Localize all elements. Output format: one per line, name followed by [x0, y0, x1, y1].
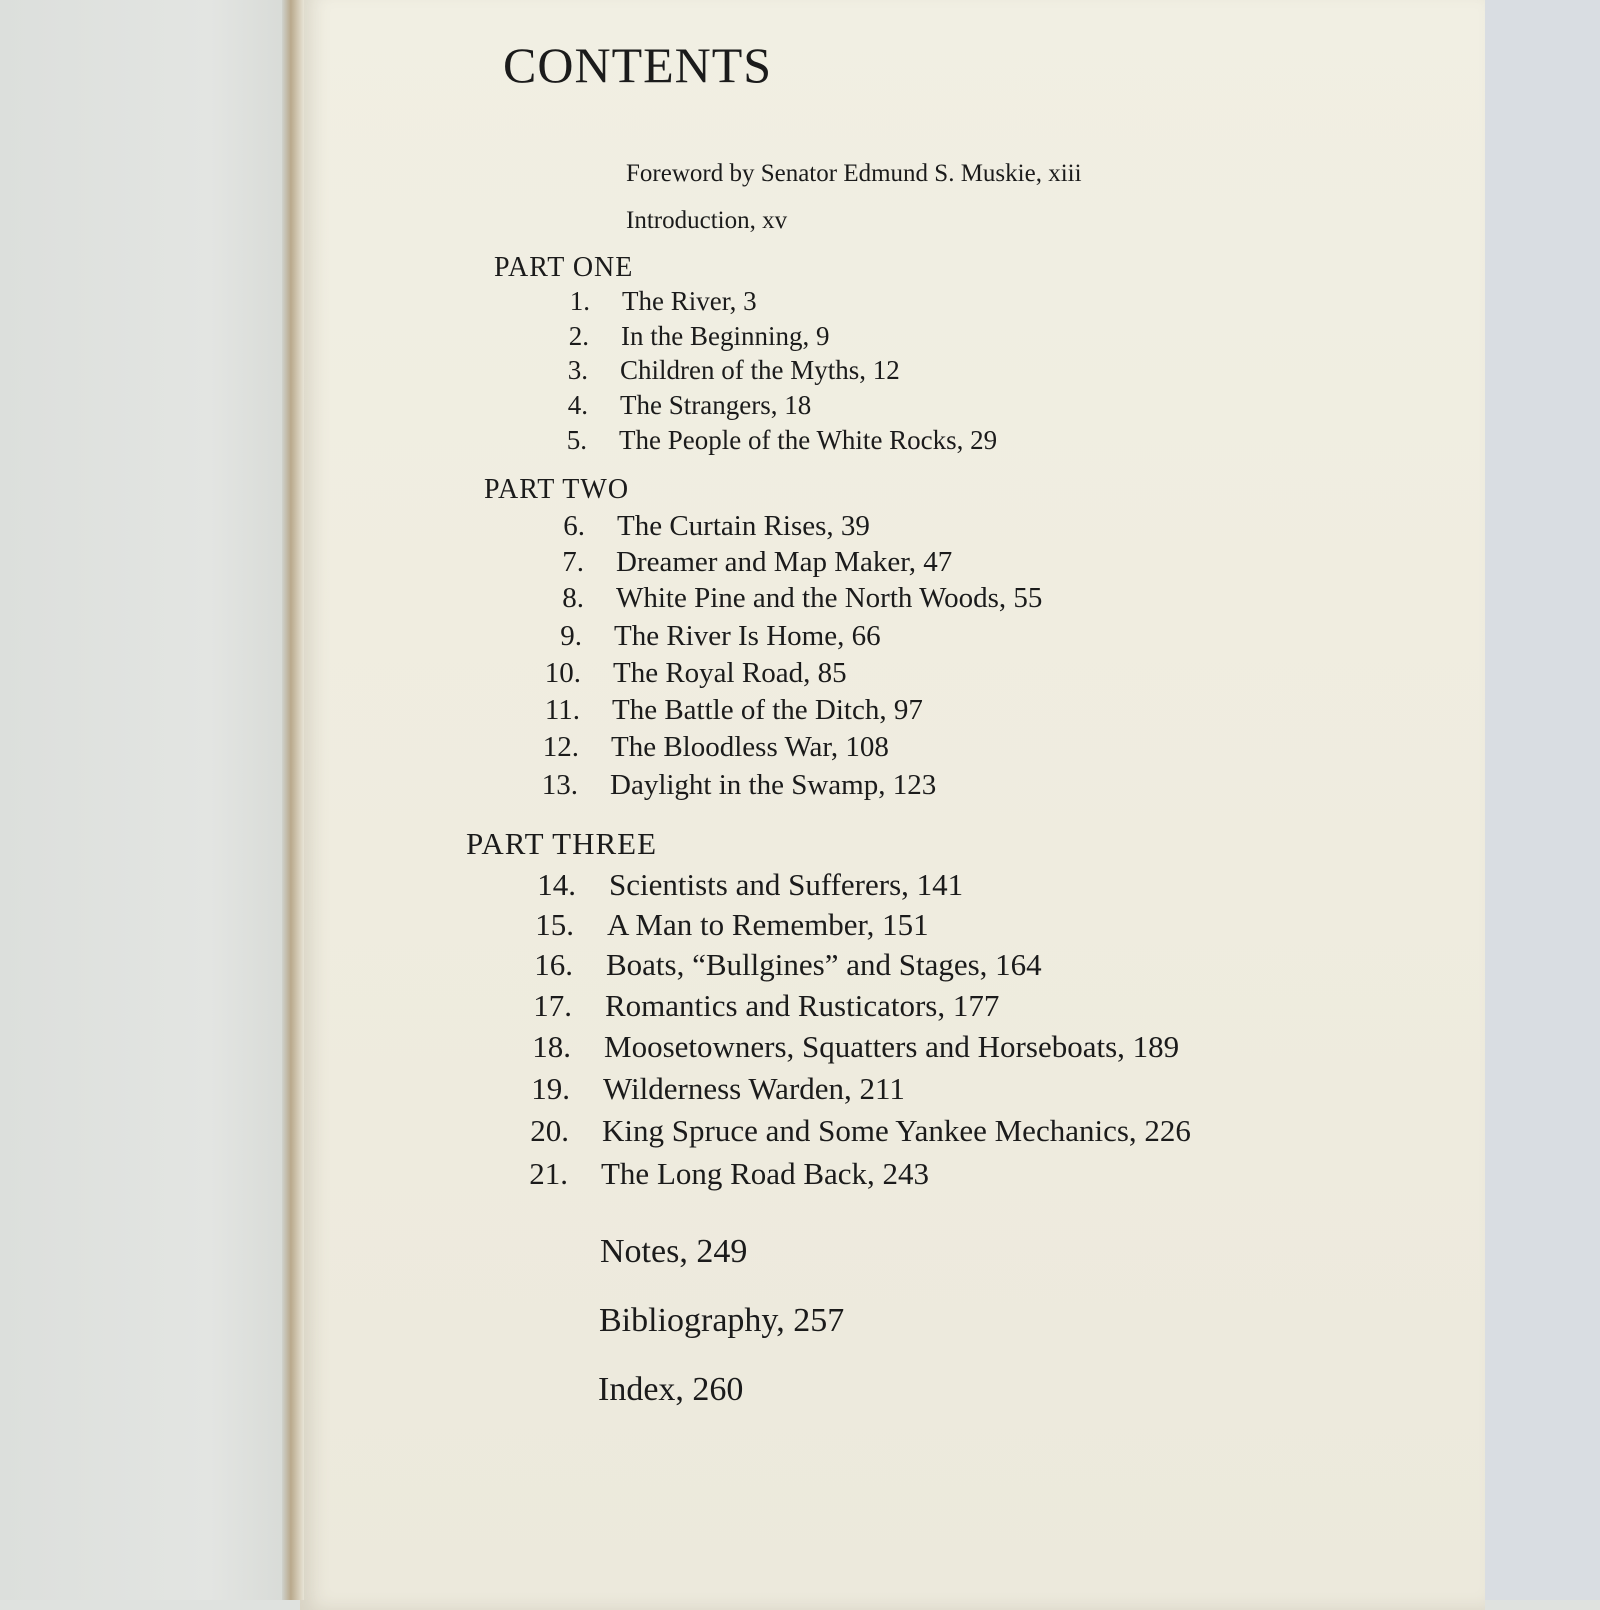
- chapter-number: 8.: [562, 582, 584, 614]
- chapter-number: 4.: [567, 390, 588, 420]
- notes-entry: Notes, 249: [600, 1233, 748, 1270]
- chapter-title: Daylight in the Swamp, 123: [610, 769, 937, 801]
- chapter-title: The People of the White Rocks, 29: [619, 425, 998, 455]
- chapter-number: 19.: [531, 1071, 570, 1106]
- chapter-title: King Spruce and Some Yankee Mechanics, 226: [602, 1113, 1191, 1148]
- chapter-title: Moosetowners, Squatters and Horseboats, 189: [604, 1029, 1180, 1064]
- chapter-number: 11.: [544, 694, 580, 726]
- chapter-title: The Royal Road, 85: [613, 657, 847, 689]
- chapter-title: White Pine and the North Woods, 55: [616, 582, 1043, 614]
- chapter-title: The River, 3: [622, 286, 757, 316]
- left-page: [0, 0, 300, 1600]
- right-page: [300, 0, 1485, 1610]
- chapter-number: 9.: [560, 620, 582, 652]
- part-three-heading: PART THREE: [466, 826, 658, 861]
- chapter-title: In the Beginning, 9: [621, 321, 830, 351]
- chapter-number: 6.: [563, 510, 585, 542]
- chapter-title: The Curtain Rises, 39: [617, 510, 870, 542]
- chapter-number: 16.: [534, 947, 573, 982]
- chapter-number: 12.: [542, 731, 579, 763]
- chapter-title: Scientists and Sufferers, 141: [609, 867, 964, 902]
- chapter-number: 3.: [567, 355, 588, 385]
- chapter-number: 1.: [569, 286, 590, 316]
- foreword-entry: Foreword by Senator Edmund S. Muskie, xiii: [626, 160, 1082, 187]
- chapter-title: Dreamer and Map Maker, 47: [616, 546, 953, 578]
- chapter-number: 5.: [566, 425, 587, 455]
- chapter-number: 7.: [562, 546, 584, 578]
- chapter-number: 2.: [568, 321, 589, 351]
- chapter-title: Children of the Myths, 12: [620, 355, 900, 385]
- index-entry: Index, 260: [598, 1371, 744, 1408]
- chapter-title: Boats, “Bullgines” and Stages, 164: [606, 947, 1042, 982]
- chapter-number: 21.: [529, 1156, 568, 1191]
- chapter-number: 17.: [533, 988, 572, 1023]
- chapter-number: 14.: [537, 867, 576, 902]
- chapter-title: Wilderness Warden, 211: [603, 1071, 905, 1106]
- chapter-title: Romantics and Rusticators, 177: [605, 988, 1000, 1023]
- chapter-title: The Bloodless War, 108: [611, 731, 889, 763]
- chapter-title: The Long Road Back, 243: [601, 1156, 930, 1191]
- book-gutter: [282, 0, 304, 1600]
- introduction-entry: Introduction, xv: [626, 207, 788, 234]
- chapter-title: The River Is Home, 66: [614, 620, 881, 652]
- background-surface: [1475, 0, 1600, 1600]
- part-one-heading: PART ONE: [494, 252, 634, 283]
- chapter-title: The Battle of the Ditch, 97: [612, 694, 923, 726]
- chapter-number: 18.: [532, 1029, 571, 1064]
- chapter-title: A Man to Remember, 151: [607, 907, 929, 942]
- part-two-heading: PART TWO: [484, 474, 630, 505]
- chapter-number: 20.: [530, 1113, 569, 1148]
- chapter-number: 13.: [541, 769, 578, 801]
- page-title: CONTENTS: [503, 37, 773, 93]
- chapter-title: The Strangers, 18: [620, 390, 812, 420]
- chapter-number: 15.: [535, 907, 574, 942]
- chapter-number: 10.: [544, 657, 581, 689]
- bibliography-entry: Bibliography, 257: [599, 1302, 845, 1339]
